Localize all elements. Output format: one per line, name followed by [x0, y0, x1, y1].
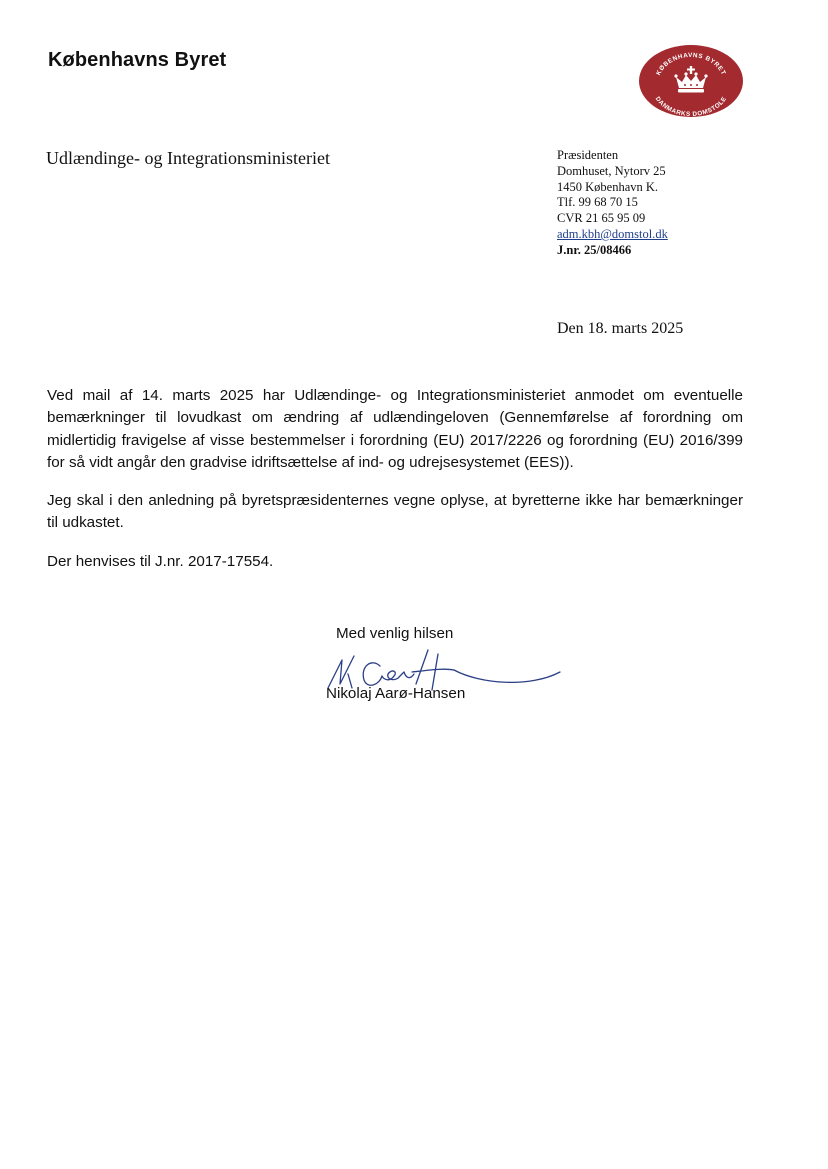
- svg-text:KØBENHAVNS BYRET: KØBENHAVNS BYRET: [655, 51, 727, 77]
- sender-cvr: CVR 21 65 95 09: [557, 211, 646, 226]
- letter-date: Den 18. marts 2025: [557, 320, 684, 337]
- handwritten-signature: [320, 644, 568, 702]
- sender-block: [557, 148, 668, 259]
- letter-body: [47, 385, 743, 589]
- recipient-name: Udlændinge- og Integrationsministeriet: [46, 148, 330, 168]
- journal-number: J.nr. 25/08466: [557, 242, 632, 257]
- closing-greeting: Med venlig hilsen: [336, 625, 454, 642]
- sender-address-line2: 1450 København K.: [557, 179, 659, 194]
- sender-phone: Tlf. 99 68 70 15: [557, 195, 638, 210]
- court-name-heading: Københavns Byret: [48, 49, 227, 71]
- sender-title: Præsidenten: [557, 148, 619, 162]
- body-paragraph: Der henvises til J.nr. 2017-17554.: [47, 552, 274, 570]
- court-seal-logo: [638, 44, 744, 118]
- body-paragraph: Jeg skal i den anledning på byretspræsidenternes vegne oplyse, at byretterne ikke har bemærkninger til udkastet.: [47, 492, 743, 532]
- sender-email-link[interactable]: adm.kbh@domstol.dk: [557, 226, 668, 241]
- signer-name: Nikolaj Aarø-Hansen: [326, 685, 466, 702]
- svg-text:DANMARKS DOMSTOLE: DANMARKS DOMSTOLE: [653, 95, 729, 118]
- body-paragraph: Ved mail af 14. marts 2025 har Udlændinge- og Integrationsministeriet anmodet om eventuelle bemærkninger til lovudkast om ændring af udlændingeloven (Gennemførelse af forordning om midlertidig fravigelse af visse bestemmelser i forordning (EU) 2017/2226 og forordning (EU) 2016/399 for så vidt angår den gradvise idriftsættelse af ind- og udrejsesystemet (EES)).: [47, 387, 743, 471]
- sender-address-line1: Domhuset, Nytorv 25: [557, 163, 666, 178]
